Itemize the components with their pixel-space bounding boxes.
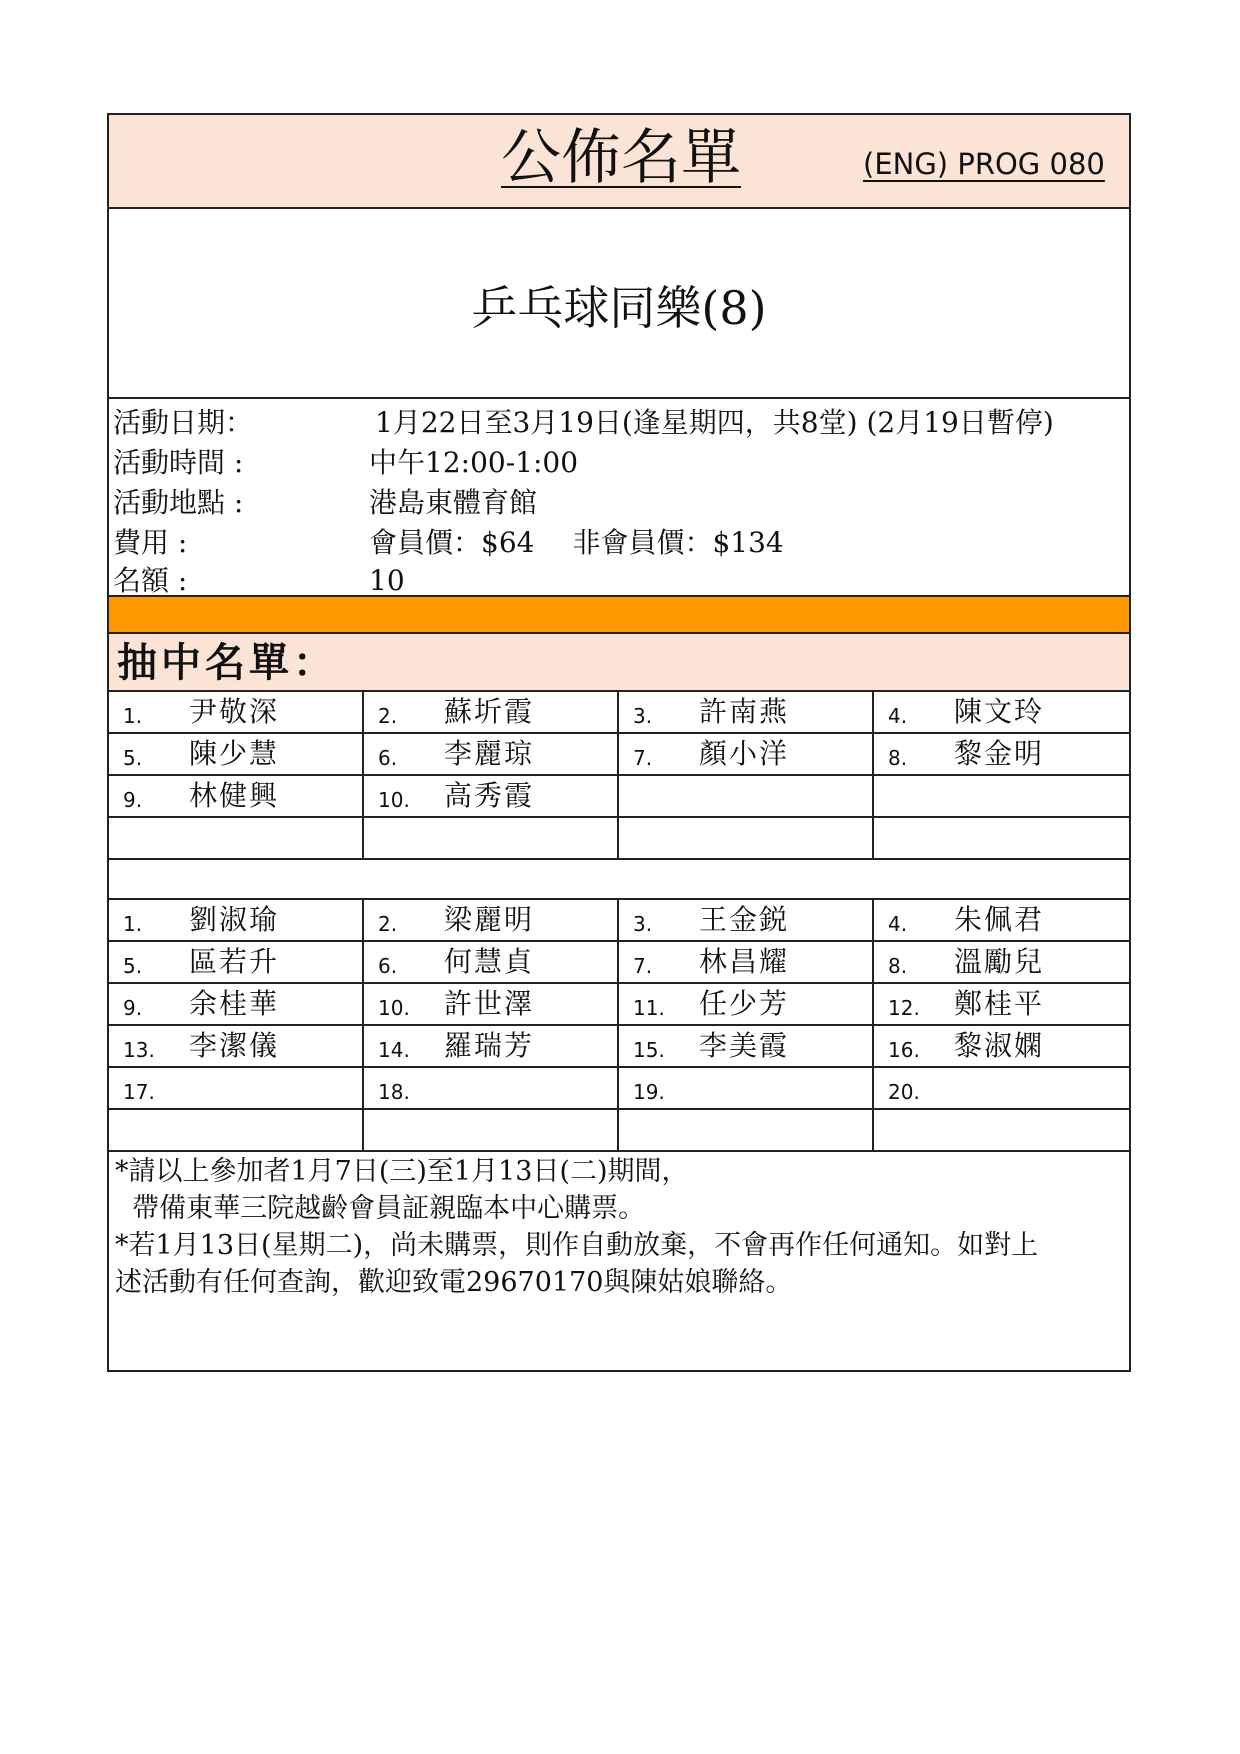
winner-number: 1.: [123, 704, 143, 728]
waitlist-cell: [874, 1068, 1129, 1108]
waitlist-number: 6.: [378, 954, 398, 978]
orange-divider: [109, 597, 1129, 634]
waitlist-cell: [364, 1026, 619, 1066]
waitlist-number: 15.: [633, 1038, 665, 1062]
waitlist-name: 溫勵兒: [954, 945, 1045, 978]
waitlist-cell: [874, 984, 1129, 1024]
winner-name: 陳少慧: [189, 737, 280, 770]
fee-member: 會員價：$64: [369, 526, 535, 559]
waitlist-number: 2.: [378, 912, 398, 936]
note-line-3: *若1月13日(星期二)，尚未購票，則作自動放棄，不會再作任何通知。如對上: [115, 1230, 1039, 1261]
waitlist-cell: [619, 900, 874, 940]
winner-cell: [109, 776, 364, 816]
fee-value: [369, 523, 784, 563]
winner-name: 黎金明: [954, 737, 1045, 770]
event-name-band: [109, 209, 1129, 399]
spacer-row: [109, 860, 1129, 900]
winner-number: 9.: [123, 788, 143, 812]
announcement-sheet: [107, 113, 1131, 1372]
header-band: [109, 115, 1129, 209]
winner-number: 3.: [633, 704, 653, 728]
waitlist-name: 鄭桂平: [954, 987, 1045, 1020]
winner-row: [109, 818, 1129, 860]
waitlist-name: 任少芳: [699, 987, 790, 1020]
waitlist-name: 梁麗明: [444, 903, 535, 936]
waitlist-number: 1.: [123, 912, 143, 936]
winner-cell: [874, 818, 1129, 858]
waitlist-name: 許世澤: [444, 987, 535, 1020]
waitlist-number: 4.: [888, 912, 908, 936]
waitlist-row: [109, 1110, 1129, 1152]
waitlist-number: 11.: [633, 996, 665, 1020]
winner-number: 6.: [378, 746, 398, 770]
winner-cell: [619, 692, 874, 732]
info-fee-row: [109, 523, 1129, 563]
waitlist-row: [109, 942, 1129, 984]
winner-row: [109, 734, 1129, 776]
waitlist-cell: [874, 900, 1129, 940]
waitlist-number: 13.: [123, 1038, 155, 1062]
winners-grid: [109, 692, 1129, 860]
waitlist-row: [109, 900, 1129, 942]
waitlist-row: [109, 1068, 1129, 1110]
waitlist-cell: [364, 942, 619, 982]
winner-cell: [619, 776, 874, 816]
winner-name: 高秀霞: [444, 779, 535, 812]
winner-cell: [364, 734, 619, 774]
event-name: 乒乓球同樂(8): [471, 281, 767, 335]
winner-number: 4.: [888, 704, 908, 728]
waitlist-name: 朱佩君: [954, 903, 1045, 936]
page-title: 公佈名單: [501, 123, 741, 193]
info-date-row: [109, 403, 1129, 443]
winner-name: 尹敬深: [189, 695, 280, 728]
info-quota-row: [109, 561, 1129, 601]
waitlist-number: 14.: [378, 1038, 410, 1062]
winner-cell: [109, 692, 364, 732]
waitlist-number: 18.: [378, 1080, 410, 1104]
waitlist-name: 余桂華: [189, 987, 280, 1020]
waitlist-cell: [619, 1110, 874, 1150]
time-value: 中午12:00-1:00: [369, 446, 579, 479]
winner-cell: [619, 734, 874, 774]
winner-cell: [874, 776, 1129, 816]
note-line-1: *請以上參加者1月7日(三)至1月13日(二)期間，: [115, 1156, 689, 1187]
winner-number: 8.: [888, 746, 908, 770]
winner-row: [109, 776, 1129, 818]
winner-number: 7.: [633, 746, 653, 770]
waitlist-name: 區若升: [189, 945, 280, 978]
winner-number: 2.: [378, 704, 398, 728]
date-label: 活動日期：: [113, 406, 254, 439]
waitlist-cell: [619, 1026, 874, 1066]
waitlist-number: 5.: [123, 954, 143, 978]
event-info: [109, 399, 1129, 597]
waitlist-name: 王金鋭: [699, 903, 790, 936]
waitlist-table: [109, 900, 1129, 1152]
waitlist-cell: [109, 900, 364, 940]
spacer-row-line: [109, 860, 1129, 900]
quota-label: 名額 :: [113, 564, 188, 597]
info-time-row: [109, 443, 1129, 483]
program-code: (ENG) PROG 080: [863, 147, 1105, 181]
winner-row: [109, 692, 1129, 734]
winner-name: 顏小洋: [699, 737, 790, 770]
waitlist-name: 林昌耀: [699, 945, 790, 978]
waitlist-number: 19.: [633, 1080, 665, 1104]
winner-name: 陳文玲: [954, 695, 1045, 728]
winner-cell: [874, 734, 1129, 774]
waitlist-name: 羅瑞芳: [444, 1029, 535, 1062]
winner-cell: [619, 818, 874, 858]
waitlist-name: 黎淑嫻: [954, 1029, 1045, 1062]
waitlist-number: 8.: [888, 954, 908, 978]
waitlist-cell: [109, 1068, 364, 1108]
fee-label: 費用 :: [113, 526, 188, 559]
waitlist-cell: [109, 1110, 364, 1150]
waitlist-number: 16.: [888, 1038, 920, 1062]
winner-name: 蘇圻霞: [444, 695, 535, 728]
waitlist-number: 12.: [888, 996, 920, 1020]
waitlist-name: 劉淑瑜: [189, 903, 280, 936]
waitlist-row: [109, 984, 1129, 1026]
waitlist-cell: [364, 1110, 619, 1150]
waitlist-cell: [109, 942, 364, 982]
waitlist-name: 何慧貞: [444, 945, 535, 978]
time-label: 活動時間 :: [113, 446, 244, 479]
section-title: 抽中名單：: [117, 640, 337, 686]
waitlist-cell: [874, 1110, 1129, 1150]
section-header: [109, 634, 1129, 692]
waitlist-cell: [874, 1026, 1129, 1066]
waitlist-number: 3.: [633, 912, 653, 936]
waitlist-cell: [874, 942, 1129, 982]
winner-cell: [109, 734, 364, 774]
waitlist-cell: [364, 984, 619, 1024]
winner-cell: [364, 818, 619, 858]
fee-nonmember: 非會員價：$134: [572, 526, 784, 559]
waitlist-cell: [619, 942, 874, 982]
winner-cell: [874, 692, 1129, 732]
waitlist-cell: [109, 984, 364, 1024]
waitlist-number: 10.: [378, 996, 410, 1020]
place-label: 活動地點 :: [113, 486, 244, 519]
winner-cell: [364, 776, 619, 816]
winner-name: 林健興: [189, 779, 280, 812]
waitlist-grid: [109, 900, 1129, 1152]
notes: [109, 1153, 1129, 1301]
winners-table: [109, 692, 1129, 860]
date-value: 1月22日至3月19日(逢星期四，共8堂) (2月19日暫停): [375, 406, 1054, 439]
waitlist-cell: [109, 1026, 364, 1066]
winner-name: 許南燕: [699, 695, 790, 728]
waitlist-number: 17.: [123, 1080, 155, 1104]
waitlist-number: 20.: [888, 1080, 920, 1104]
waitlist-cell: [364, 900, 619, 940]
winner-name: 李麗琼: [444, 737, 535, 770]
winner-cell: [109, 818, 364, 858]
info-place-row: [109, 483, 1129, 523]
note-line-2: 帶備東華三院越齡會員証親臨本中心購票。: [115, 1193, 646, 1224]
waitlist-name: 李美霞: [699, 1029, 790, 1062]
waitlist-name: 李潔儀: [189, 1029, 280, 1062]
winner-number: 5.: [123, 746, 143, 770]
note-line-4: 述活動有任何查詢，歡迎致電29670170與陳姑娘聯絡。: [115, 1267, 793, 1298]
waitlist-number: 7.: [633, 954, 653, 978]
waitlist-number: 9.: [123, 996, 143, 1020]
place-value: 港島東體育館: [369, 486, 538, 519]
waitlist-cell: [364, 1068, 619, 1108]
waitlist-row: [109, 1026, 1129, 1068]
winner-cell: [364, 692, 619, 732]
waitlist-cell: [619, 984, 874, 1024]
waitlist-cell: [619, 1068, 874, 1108]
winner-number: 10.: [378, 788, 410, 812]
quota-value: 10: [369, 564, 405, 597]
